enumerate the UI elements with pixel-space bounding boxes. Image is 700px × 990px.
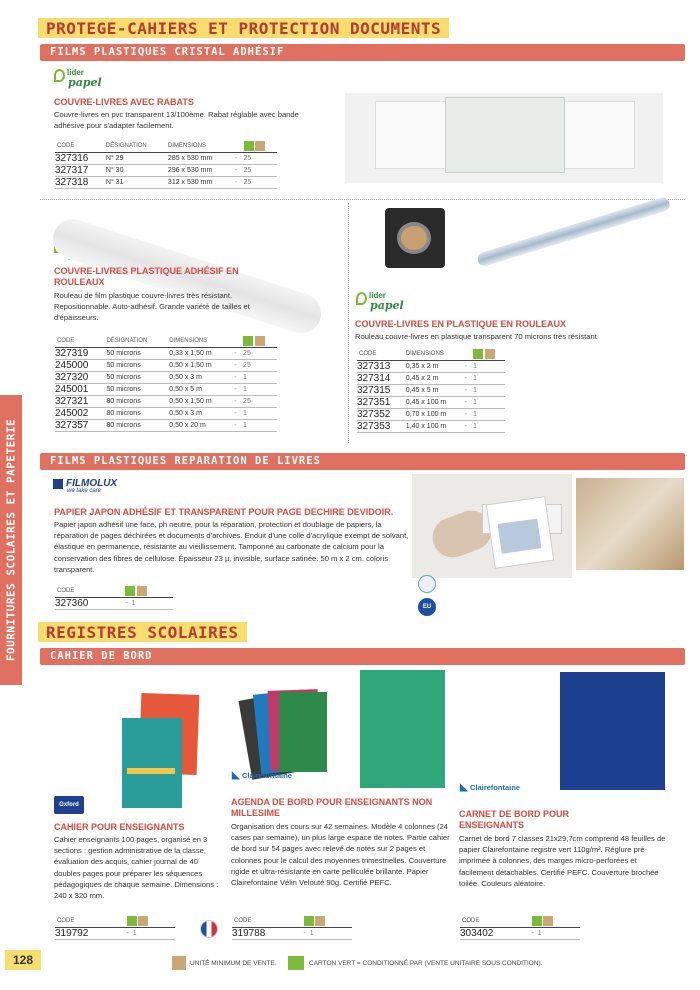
unit-box-icon: [137, 586, 147, 596]
section-bar-cahier-bord: CAHIER DE BORD: [40, 648, 685, 665]
table-row: 327357 80 microns 0,50 x 20 m - 1: [55, 419, 277, 431]
product-table-p3: CODE DIMENSIONS 327313 0,35 x 2 m - 1 327314 0,45 x 2 m - 1 327315 0,45 x 5 m - 1 327351 0,45 x 100 m - 1 327352 0,70 x 100 m - 1 327353 1,40 x 100 m - 1: [357, 349, 505, 433]
table-row: 327319 50 microns 0,33 x 1,50 m - 25: [55, 347, 277, 359]
product-table-p7: CODE 303402 - 1: [460, 916, 580, 940]
papel-text: papel: [68, 76, 102, 89]
table-row: 327317 N° 30 296 x 530 mm - 25: [55, 164, 277, 176]
unit-box-icon: [315, 916, 325, 926]
unit-box-icon: [138, 916, 148, 926]
product-title: COUVRE-LIVRES AVEC RABATS: [54, 97, 194, 107]
france-flag-icon: [200, 920, 218, 938]
side-category-band: [0, 395, 22, 685]
lider-logo-icon: [54, 69, 65, 82]
unit-box-icon: [255, 336, 265, 346]
footer-carton-note: CARTON VERT = CONDITIONNÉ PAR (VENTE UNITAIRE SOUS CONDITION).: [309, 960, 543, 967]
table-row: 245000 50 microns 0,50 x 1,50 m - 25: [55, 359, 277, 371]
green-carton-icon: [127, 916, 137, 926]
divider: [40, 199, 685, 200]
section-bar-films-cristal: FILMS PLASTIQUES CRISTAL ADHÉSIF: [40, 44, 685, 61]
footer-unit-note: UNITÉ MINIMUM DE VENTE.: [190, 960, 277, 967]
product-description: Cahier enseignants 100 pages, organisé en 3 sections : gestion administrative de la classe, évaluation des acquis, cahier journal de 40 doubles pages pour préparer les séquences pédagogiques de chaque semaine. Dimensions : 240 x 320 mm.: [54, 835, 219, 901]
recycle-icon: [418, 575, 436, 593]
table-row: 327353 1,40 x 100 m - 1: [357, 420, 505, 432]
section-title-registres-wrap: [38, 622, 247, 642]
product-description: Papier japon adhésif une face, ph neutre, pour la réparation, protection et doublage de papiers, la réparation de pages déchirées et documents d'archives. Enduit d'une colle d'acrylique exempt de solvant, élastique en permanence, résistante au vieillissement. Tamponné au carbonate de calcium pour la conservation des fibres de cellulose. Épaisseur 23 µ, invisible, surface satinée. 50 m x 2 cm. coloris transparent.: [54, 520, 409, 574]
filmolux-logo: FILMOLUX we take care: [53, 478, 128, 498]
product-table-p4: CODE 327360 - 1: [55, 586, 173, 610]
unit-box-icon: [543, 916, 553, 926]
product-description: Carnet de bord 7 classes 21x29,7cm comprend 48 feuilles de papier Clairefontaine registre vert 110g/m². Réglure pré-imprimée à colonnes, des marges micro-perforées et facilement détachables. Certifié PEFC. Couverture brochée toilée. Couleurs aléatoire.: [459, 834, 666, 888]
product-table-p5: CODE 319792 - 1: [55, 916, 175, 940]
agenda-green-image: [360, 670, 445, 788]
green-carton-icon: [304, 916, 314, 926]
table-row: 327314 0,45 x 2 m - 1: [357, 372, 505, 384]
unit-box-icon: [255, 141, 265, 151]
section-title-registres: REGISTRES SCOLAIRES: [38, 622, 247, 642]
col-dimensions: DIMENSIONS: [166, 141, 233, 152]
green-carton-icon: [532, 916, 542, 926]
notebook-teal-image: [122, 718, 182, 808]
product-description: Organisation des cours sur 42 semaines. Modèle 4 colonnes (24 cases par semaine), un plus large espace de notes. Partie cahier de bord sur 54 pages avec relevé de notes sur 2 pages et colonnes pour le calcul des moyennes trimestrielles. Couverture rigide et ultra-résistante en carte pelliculée brillante. Papier Clairefontaine Vélin Velouté 90g. Certifié PEFC.: [231, 822, 450, 888]
product-title: CAHIER POUR ENSEIGNANTS: [54, 822, 185, 832]
lider-text: lider: [67, 68, 84, 77]
table-row: 245001 50 microns 0,50 x 5 m - 1: [55, 383, 277, 395]
side-category-label: FOURNITURES SCOLAIRES ET PAPETERIE: [4, 418, 18, 662]
product-title: COUVRE-LIVRES EN PLASTIQUE EN ROULEAUX: [355, 319, 567, 329]
vertical-divider: [348, 203, 349, 443]
table-row: 245002 80 microns 0,50 x 3 m - 1: [55, 407, 277, 419]
lider-logo-icon: [356, 292, 367, 305]
green-carton-icon: [244, 141, 254, 151]
clear-roll-image: [476, 196, 671, 268]
eu-badge-icon: EU: [418, 598, 436, 616]
product-description: Couvre-livres en pvc transparent 13/100ème. Rabat réglable avec bande adhésive pour s'adapter facilement.: [54, 110, 299, 131]
page-number: 128: [5, 950, 41, 970]
table-row: 303402 - 1: [460, 927, 580, 939]
product-description: Rouleau couvre-livres en plastique transparent 70 microns très résistant: [355, 332, 597, 341]
green-carton-icon: [288, 956, 304, 970]
table-row: 327318 N° 31 312 x 530 mm - 25: [55, 176, 277, 188]
lider-papel-logo: lider papel: [356, 292, 404, 310]
oxford-logo: Oxford: [54, 796, 84, 814]
page-title-wrap: [38, 18, 449, 38]
green-carton-icon: [243, 336, 253, 346]
col-designation: DÉSIGNATION: [104, 141, 166, 152]
lider-papel-logo: [54, 69, 102, 87]
book-cover-image: [345, 93, 663, 183]
clairefontaine-logo: ◣ Clairefontaine: [232, 770, 292, 781]
section-bar-reparation: FILMS PLASTIQUES REPARATION DE LIVRES: [40, 453, 685, 470]
table-row: 319792 - 1: [55, 927, 175, 939]
green-carton-icon: [125, 586, 135, 596]
repair-image-book: [576, 478, 684, 570]
filmolux-logo-icon: [53, 479, 63, 489]
product-table-p6: CODE 319788 - 1: [232, 916, 352, 940]
table-row: 327351 0,45 x 100 m - 1: [357, 396, 505, 408]
product-table-p1: [55, 141, 277, 189]
dispenser-box-image: [486, 496, 554, 569]
table-row: 327320 50 microns 0,50 x 3 m - 1: [55, 371, 277, 383]
table-row: 327315 0,45 x 5 m - 1: [357, 384, 505, 396]
product-title: AGENDA DE BORD POUR ENSEIGNANTS NON MILLESIME: [231, 797, 433, 818]
product-title: PAPIER JAPON ADHÉSIF ET TRANSPARENT POUR PAGE DECHIRE DEVIDOIR.: [54, 507, 394, 517]
clairefontaine-logo: ◣ Clairefontaine: [460, 782, 520, 793]
col-code: CODE: [55, 141, 104, 152]
table-row: 327316 N° 29 285 x 530 mm - 25: [55, 152, 277, 164]
unit-box-icon: [172, 956, 186, 970]
dark-roll-image: [385, 208, 445, 268]
product-title: COUVRE-LIVRES PLASTIQUE ADHÉSIF EN ROULEAUX: [54, 266, 239, 287]
table-row: 319788 - 1: [232, 927, 352, 939]
carnet-blue-image: [560, 672, 665, 790]
unit-box-icon: [485, 349, 495, 359]
table-row: 327360 - 1: [55, 597, 173, 609]
product-table-p2: CODE DÉSIGNATION DIMENSIONS 327319 50 microns 0,33 x 1,50 m - 25 245000 50 microns 0,50 x 1,50 m - 25 327320 50 microns 0,50 x 3 m - 1 245001 50 microns 0,50 x 5 m - 1 327321 80 microns 0,50 x 1,50 m - 25 245002 80 microns 0,50 x 3 m - 1 327357 80 microns 0,50 x 20 m - 1: [55, 336, 277, 432]
table-row: 327352 0,70 x 100 m - 1: [357, 408, 505, 420]
table-row: 327313 0,35 x 2 m - 1: [357, 360, 505, 372]
green-carton-icon: [473, 349, 483, 359]
product-title: CARNET DE BORD POUR ENSEIGNANTS: [459, 809, 570, 830]
table-row: 327321 80 microns 0,50 x 1,50 m - 25: [55, 395, 277, 407]
product-description: Rouleau de film plastique couvre-livres très résistant. Repositionnable. Auto-adhésif. Grande variété de tailles et d'épaisseurs.: [54, 291, 250, 323]
page-title: PROTEGE-CAHIERS ET PROTECTION DOCUMENTS: [38, 18, 449, 38]
